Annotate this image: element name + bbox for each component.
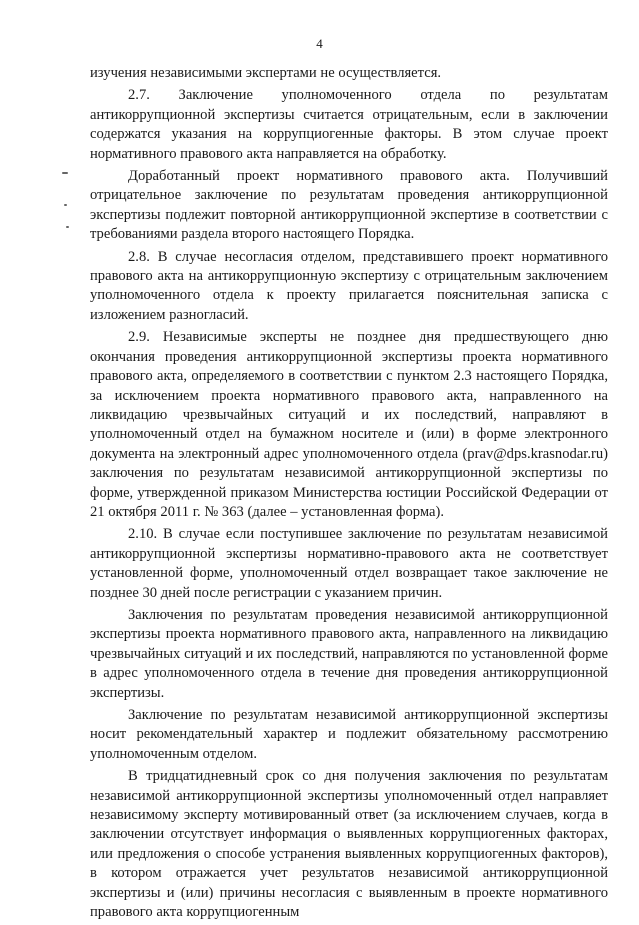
scan-mark — [66, 226, 69, 228]
paragraph-continuation: изучения независимыми экспертами не осуществляется. — [90, 65, 442, 81]
paragraph-2-8: 2.8. В случае несогласия отделом, представившего проект нормативного правового акта на антикоррупционную экспертизу с отрицательным заключением уполномоченного отдела к проекту прилагается пояснительная записка с изложением разногласий. — [90, 248, 608, 323]
document-body — [90, 64, 608, 925]
paragraph-2-7: 2.7. Заключение уполномоченного отдела по результатам антикоррупционной экспертизы считается отрицательным, если в заключении содержатся указания на коррупциогенные факторы. В этом случае проект нормативного правового акта направляется на обработку. — [90, 87, 608, 162]
paragraph-2-9: 2.9. Независимые эксперты не позднее дня предшествующего дню окончания проведения антикоррупционной экспертизы проекта нормативного правового акта, определяемого в соответствии с пунктом 2.3 настоящего Порядка, за исключением проекта нормативного правового акта, направленного на ликвидацию чрезвычайных ситуаций и их последствий, направляют в уполномоченный отдел на бумажном носителе и (или) в форме электронного документа на электронный адрес уполномоченного отдела (prav@dps.krasnodar.ru) заключения по результатам независимой антикоррупционной экспертизы по форме, утвержденной приказом Министерства юстиции Российской Федерации от 21 октября 2011 г. № 363 (далее – установленная форма). — [90, 329, 608, 520]
paragraph-thirty-day-response: В тридцатидневный срок со дня получения заключения по результатам независимой антикоррупционной экспертизы уполномоченный отдел направляет независимому эксперту мотивированный ответ (за исключением случаев, когда в заключении отсутствует информация о выявленных коррупциогенных факторах, или предложения о способе устранения выявленных коррупциогенных факторов), в котором отражается учет результатов независимой антикоррупционной экспертизы и (или) причины несогласия с выявленным в проекте нормативного правового акта коррупциогенным — [90, 768, 608, 921]
paragraph-2-10: 2.10. В случае если поступившее заключение по результатам независимой антикоррупционной экспертизы нормативно-правового акта не соответствует установленной форме, уполномоченный отдел возвращает такое заключение не позднее 30 дней после регистрации с указанием причин. — [90, 526, 608, 601]
paragraph-revised-draft: Доработанный проект нормативного правового акта. Получивший отрицательное заключение по результатам проведения антикоррупционной экспертизы подлежит повторной антикоррупционной экспертизе в соответствии с требованиями раздела второго настоящего Порядка. — [90, 168, 608, 243]
paragraph-emergency-conclusions: Заключения по результатам проведения независимой антикоррупционной экспертизы проекта нормативного правового акта, направленного на ликвидацию чрезвычайных ситуаций и их последствий, направляются по установленной форме в адрес уполномоченного отдела в течение дня проведения антикоррупционной экспертизы. — [90, 606, 608, 701]
scan-mark — [62, 172, 68, 174]
scan-mark — [64, 204, 67, 206]
page-number: 4 — [316, 36, 323, 51]
paragraph-recommendation: Заключение по результатам независимой антикоррупционной экспертизы носит рекомендательный характер и подлежит обязательному рассмотрению уполномоченным отделом. — [90, 707, 608, 762]
